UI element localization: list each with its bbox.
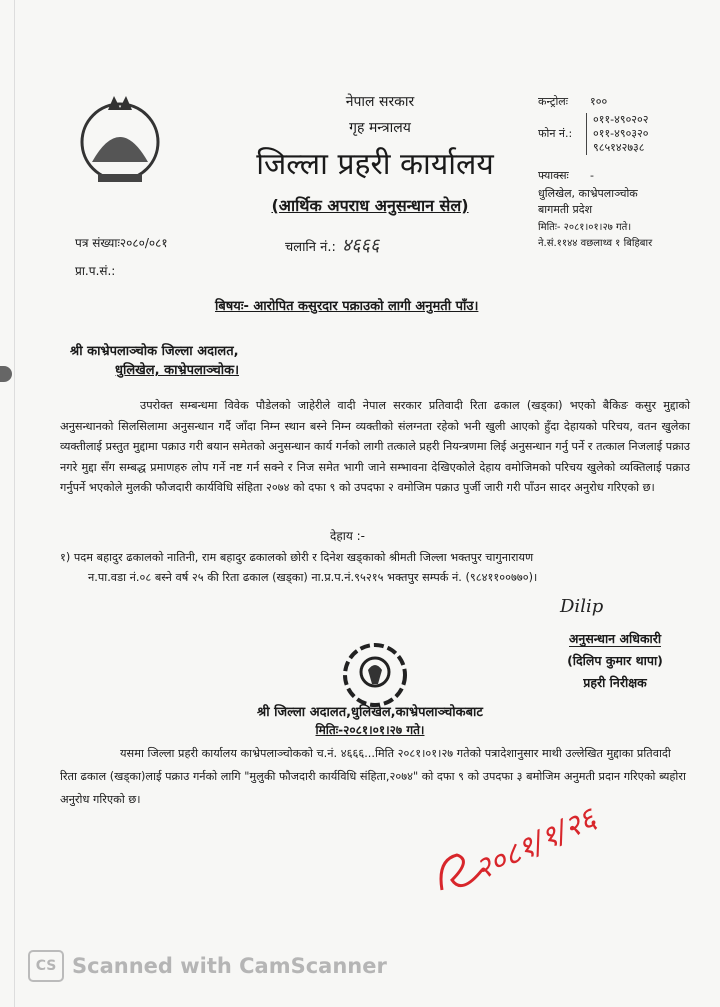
signatory-rank: प्रहरी निरीक्षक [583, 675, 647, 690]
watermark-text: Scanned with CamScanner [72, 954, 387, 978]
page-edge [14, 0, 15, 1007]
addressee-line2: धुलिखेल, काभ्रेपलाञ्चोक। [115, 363, 240, 378]
court-seal-icon [340, 640, 410, 710]
addressee-line1: श्री काभ्रेपलाञ्चोक जिल्ला अदालत, [70, 344, 239, 359]
letter-number: पत्र संख्याः२०८०/०८१ [75, 236, 168, 250]
dispatch-label: चलानि नं.: [285, 240, 336, 255]
contact-block [538, 95, 652, 251]
court-from: श्री जिल्ला अदालत,धुलिखेल,काभ्रेपलाञ्चोकबाट [257, 705, 483, 720]
handwritten-date: २०८१/१/२६ [469, 801, 602, 888]
phone-number: ०११-४९०३२० [593, 127, 649, 140]
control-value: १०० [590, 95, 608, 108]
praps-number: प्रा.प.सं.: [75, 264, 116, 278]
camscanner-logo-icon: CS [28, 950, 64, 982]
nepal-sambat-date: ने.सं.११४४ वछलाथ्व १ बिहिबार [538, 238, 653, 249]
nepal-emblem-icon [78, 92, 162, 190]
office-title: जिल्ला प्रहरी कार्यालय [256, 147, 494, 182]
government-name: नेपाल सरकार [345, 94, 415, 110]
cell-name: (आर्थिक अपराध अनुसन्धान सेल) [271, 196, 469, 215]
phone-list [586, 113, 648, 155]
body-paragraph: उपरोक्त सम्बन्धमा विवेक पौडेलको जाहेरीले वादी नेपाल सरकार प्रतिवादी रिता ढकाल (खड्का) भएको बैकिङ कसुर मुद्दाको अनुसन्धानको सिलसिलामा अनुसन्धान गर्दै जाँदा निम्न स्थान बस्ने निम्न व्यक्तीको संलग्नता रहेको भनी खुली आएको हुँदा देहायको परिचय, वतन खुलेका व्यक्तीलाई प्रस्तुत मुद्दामा पक्राउ गरी बयान समेतको अनुसन्धान कार्य गर्नको लागी तत्काले प्रहरी नियन्त्रणमा लिई अनुसन्धान गर्नु पर्ने र तत्काल निजलाई पक्राउ नगरे मुद्दा सँग सम्बद्ध प्रमाणहरु लोप गर्ने नष्ट गर्न सक्ने र निज समेत भागी जाने सम्भावना देखिएकोले देहाय वमोजिमको परिचय खुलेको व्यक्तिलाई पक्राउ गर्नुपर्ने भएकोले मुलकी फौजदारी कार्यविधि संहिता २०७४ को दफा ९ को उपदफा २ वमोजिम पक्राउ पुर्जी जारी गरी पाँउन सादर अनुरोध गरिएको छ। [60, 399, 690, 494]
camscanner-watermark [28, 950, 387, 982]
court-date: मितिः-२०८१।०१।२७ गते। [315, 723, 425, 737]
court-order-text: यसमा जिल्ला प्रहरी कार्यालय काभ्रेपलाञ्चोकको च.नं. ४६६६...मिति २०८१।०१।२७ गतेको पत्रादेशानुसार माथी उल्लेखित मुद्दाका प्रतिवादी रिता ढकाल (खड्का)लाई पक्राउ गर्नको लागि "मुलुकी फौजदारी कार्यविधि संहिता,२०७४" को दफा ९ को उपदफा ३ बमोजिम अनुमती प्रदान गरिएको ब्यहोरा अनुरोध गरिएको छ। [60, 747, 686, 806]
dispatch-number [285, 233, 379, 257]
phone-number: ९८५१४२७३८ [593, 141, 645, 154]
dehay-heading: देहाय :- [330, 529, 365, 543]
signatory-name: (दिलिप कुमार थापा) [567, 653, 663, 668]
list-item [60, 548, 690, 588]
dispatch-value: ४६६६ [341, 235, 380, 256]
item-line2: न.पा.वडा नं.०८ बस्ने वर्ष २५ की रिता ढकाल (खड्का) ना.प्र.प.नं.९५२१५ भक्तपुर सम्पर्क नं. (९८४११००७७०)। [88, 571, 538, 584]
signatory-title: अनुसन्धान अधिकारी [568, 631, 662, 646]
ministry-name: गृह मन्त्रालय [349, 120, 411, 136]
phone-label: फोन नं.: [538, 127, 573, 140]
red-handwritten-note [432, 800, 612, 900]
fax-value: - [590, 169, 594, 182]
control-label: कन्ट्रोलः [538, 95, 568, 108]
phone-number: ०११-४९०२०२ [593, 113, 649, 126]
signature: Dilip [560, 596, 604, 617]
fax-label: फ्याक्सः [538, 169, 569, 182]
office-address: धुलिखेल, काभ्रेपलाञ्चोक [538, 187, 638, 200]
item-line1: १) पदम बहादुर ढकालको नातिनी, राम बहादुर ढकालको छोरी र दिनेश खड्काको श्रीमती जिल्ला भक्तपुर चागुनारायण [60, 551, 534, 564]
subject-line: बिषयः- आरोपित कसुरदार पक्राउको लागी अनुमती पाँउ। [215, 299, 479, 314]
signatory-block [545, 628, 685, 694]
province: बागमती प्रदेश [538, 203, 593, 216]
punch-hole [0, 366, 12, 382]
date: मितिः- २०८१।०१।२७ गते। [538, 222, 632, 233]
